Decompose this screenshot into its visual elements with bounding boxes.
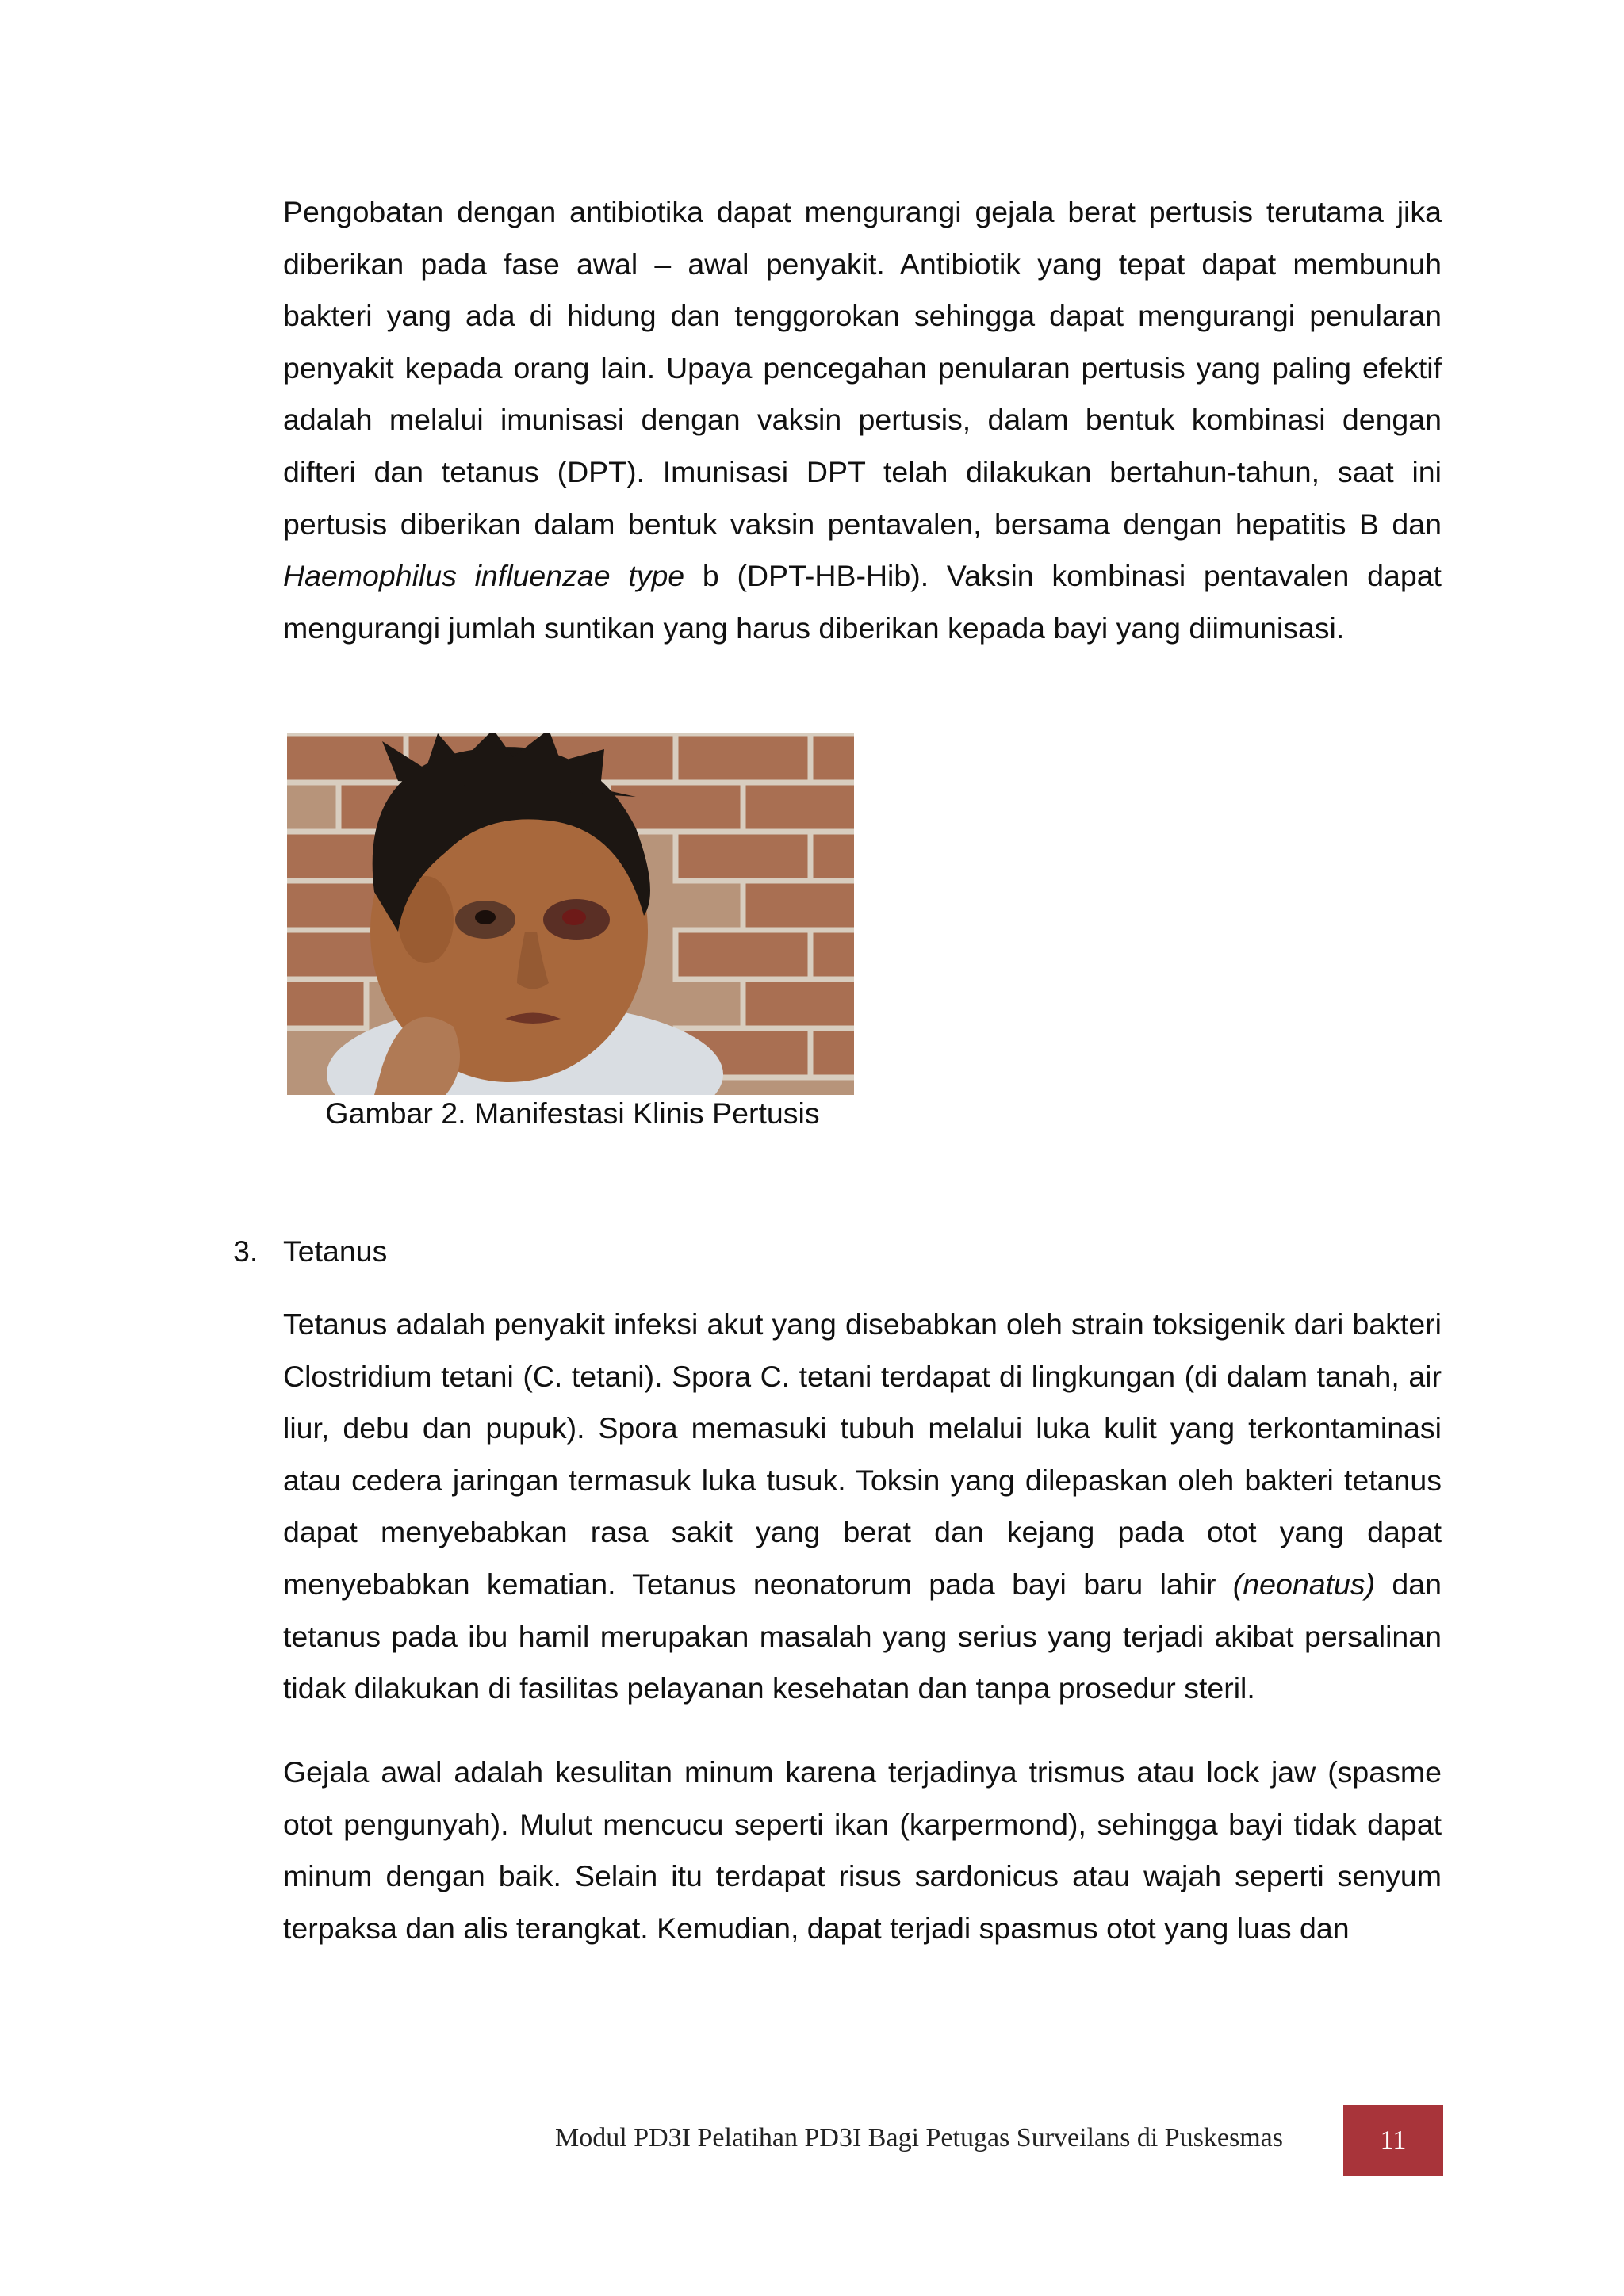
text-run: Gejala awal adalah kesulitan minum karena terjadinya trismus atau lock jaw (spasme otot pengunyah). Mulut mencucu seperti ikan (karpermond), sehingga bayi tidak dapat minum dengan baik. Selain itu terdapat risus sardonicus atau wajah seperti senyum terpaksa dan alis terangkat. Kemudian, dapat terjadi spasmus otot yang luas dan	[283, 1755, 1442, 1945]
page-number: 11	[1380, 2126, 1407, 2155]
section-title: Tetanus	[283, 1234, 388, 1268]
text-run: dan tetanus pada ibu hamil merupakan masalah yang serius yang terjadi akibat persalinan tidak dilakukan di fasilitas pelayanan kesehatan dan tanpa prosedur steril.	[283, 1567, 1442, 1705]
text-run: Haemophilus influenzae type	[283, 559, 685, 593]
text-run: Pengobatan dengan antibiotika dapat mengurangi gejala berat pertusis terutama jika diberikan pada fase awal – awal penyakit. Antibiotik yang tepat dapat membunuh bakteri yang ada di hidung dan tenggorokan sehingga dapat mengurangi penularan penyakit kepada orang lain. Upaya pencegahan penularan pertusis yang paling efektif adalah melalui imunisasi dengan vaksin pertusis, dalam bentuk kombinasi dengan difteri dan tetanus (DPT). Imunisasi DPT telah dilakukan bertahun-tahun, saat ini pertusis diberikan dalam bentuk vaksin pentavalen, bersama dengan hepatitis B dan	[283, 195, 1442, 541]
paragraph-tetanus-definition	[283, 1299, 1442, 1715]
paragraph-pertussis-treatment	[283, 186, 1442, 654]
footer-module-title: Modul PD3I Pelatihan PD3I Bagi Petugas Surveilans di Puskesmas	[555, 2123, 1283, 2152]
text-run: (neonatus)	[1232, 1567, 1376, 1601]
figure-photo-pertussis-child	[287, 733, 854, 1095]
paragraph-tetanus-symptoms	[283, 1747, 1442, 1954]
photo-child-pertussis-image	[287, 733, 854, 1095]
section-number: 3.	[233, 1234, 259, 1268]
page-number-badge	[1343, 2105, 1443, 2176]
text-run: Tetanus adalah penyakit infeksi akut yang disebabkan oleh strain toksigenik dari bakteri Clostridium tetani (C. tetani). Spora C. tetani terdapat di lingkungan (di dalam tanah, air liur, debu dan pupuk). Spora memasuki tubuh melalui luka kulit yang terkontaminasi atau cedera jaringan termasuk luka tusuk. Toksin yang dilepaskan oleh bakteri tetanus dapat menyebabkan rasa sakit yang berat dan kejang pada otot yang dapat menyebabkan kematian. Tetanus neonatorum pada bayi baru lahir	[283, 1307, 1442, 1601]
figure-caption: Gambar 2. Manifestasi Klinis Pertusis	[325, 1096, 820, 1130]
text-run: b (DPT-HB-Hib). Vaksin kombinasi pentavalen dapat mengurangi jumlah suntikan yang harus diberikan kepada bayi yang diimunisasi.	[283, 559, 1442, 645]
